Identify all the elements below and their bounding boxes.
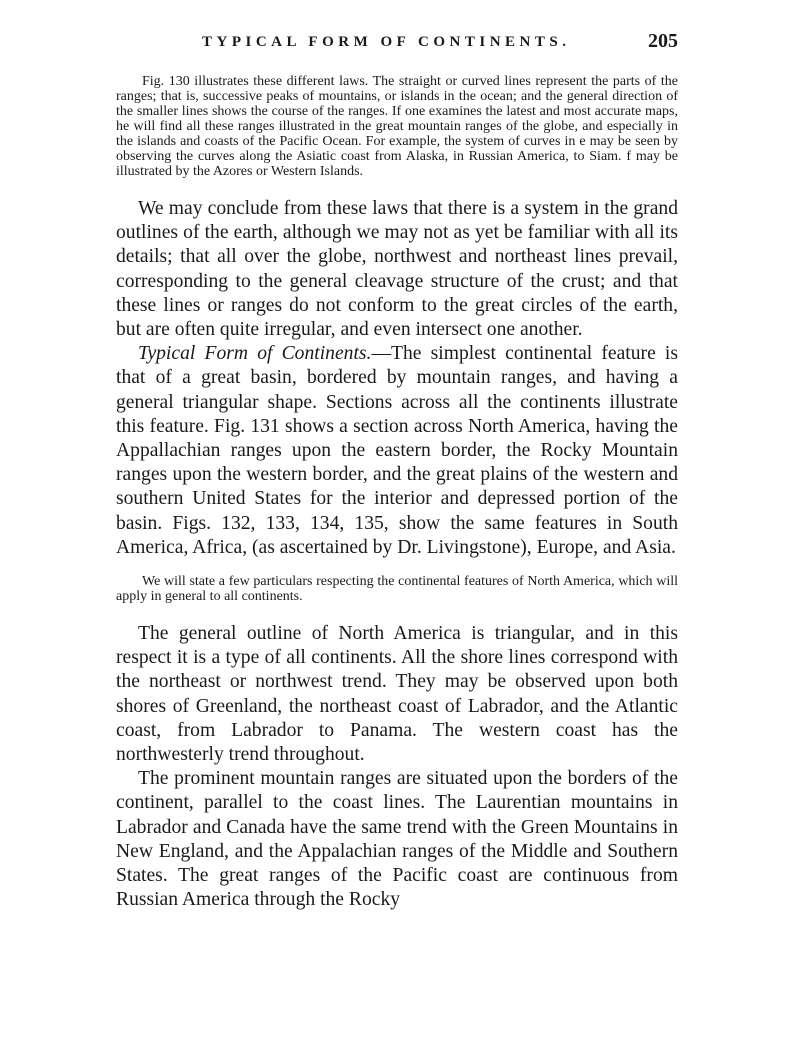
note-fig-130: Fig. 130 illustrates these different laws. The straight or curved lines represent the parts of the ranges; that is, successive peaks of mountains, or islands in the ocean; and the general direction of the smaller lines shows the course of the ranges. If one examines the latest and most accurate maps, he will find all these ranges illustrated in the great mountain ranges of the globe, and especially in the islands and coasts of the Pacific Ocean. For example, the system of curves in e may be seen by observing the curves along the Asiatic coast from Alaska, in Russian America, to Siam. f may be illustrated by the Azores or Western Islands. bbox=[116, 74, 678, 179]
book-page bbox=[116, 30, 678, 912]
paragraph-mountain-ranges-text: The prominent mountain ranges are situated upon the borders of the continent, parallel to the coast lines. The Laurentian mountains in Labrador and Canada have the same trend with the Green Mountains in New England, and the Appalachian ranges of the Middle and Southern States. The great ranges of the Pacific coast are continuous from Russian America through the Rocky bbox=[116, 768, 678, 911]
note-particulars: We will state a few particulars respecting the continental features of North America, which will apply in general to all continents. bbox=[116, 574, 678, 605]
running-head bbox=[116, 30, 678, 60]
paragraph-typical-form-text: —The simplest continental feature is that of a great basin, bordered by mountain ranges, and having a general triangular shape. Sections across all the continents illustrate this feature. Fig. 131 shows a section across North America, having the Appallachian ranges upon the eastern border, the Rocky Mountain ranges upon the western border, and the great plains of the western and southern United States for the interior and depressed portion of the basin. Figs. 132, 133, 134, 135, show the same features in South America, Africa, (as ascertained by Dr. Livingstone), Europe, and Asia. bbox=[116, 343, 679, 558]
paragraph-conclusion-text: We may conclude from these laws that there is a system in the grand outlines of the earth, although we may not as yet be familiar with all its details; that all over the globe, northwest and northeast lines prevail, corresponding to the general cleavage structure of the crust; and that these lines or ranges do not conform to the great circles of the earth, but are often quite irregular, and even intersect one another. bbox=[116, 198, 678, 341]
section-heading-typical-form: Typical Form of Continents. bbox=[138, 343, 372, 365]
page-number: 205 bbox=[648, 30, 678, 52]
spacer bbox=[116, 560, 678, 574]
paragraph-typical-form bbox=[116, 342, 678, 560]
paragraph-conclusion bbox=[116, 197, 678, 342]
spacer bbox=[116, 604, 678, 622]
paragraph-outline-text: The general outline of North America is triangular, and in this respect it is a type of all continents. All the shore lines correspond with the northeast or northwest trend. They may be observed upon both shores of Greenland, the northeast coast of Labrador, and the Atlantic coast, from Labrador to Panama. The western coast has the northwesterly trend throughout. bbox=[116, 623, 678, 766]
paragraph-mountain-ranges bbox=[116, 767, 678, 912]
running-title: TYPICAL FORM OF CONTINENTS. bbox=[202, 34, 571, 50]
spacer bbox=[116, 179, 678, 197]
paragraph-outline bbox=[116, 622, 678, 767]
